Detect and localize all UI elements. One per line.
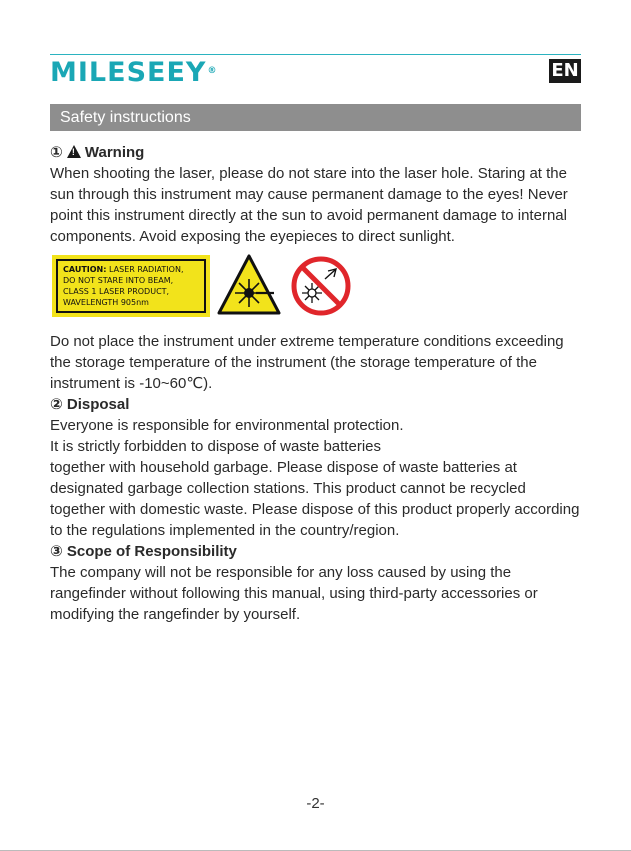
page-header [50, 48, 581, 88]
warning-text: When shooting the laser, please do not stare into the laser hole. Staring at the sun through this instrument may cause permanent damage to the eyes! Never point this instrument directly at the sun to avoid permanent damage to internal components. Avoid exposing the eyepieces to direct sunlight. [50, 165, 568, 245]
disposal-line-1: Everyone is responsible for environmental protection. [50, 417, 404, 434]
page-content [50, 142, 581, 625]
warning-triangle-icon [67, 145, 81, 158]
safety-labels [50, 253, 581, 327]
brand-logo: MILESEEY® [50, 57, 218, 88]
laser-warning-icon [216, 253, 282, 317]
no-sun-viewing-icon [290, 255, 352, 317]
page-number: -2- [306, 795, 325, 812]
section-title: Safety instructions [50, 104, 581, 131]
language-badge: EN [549, 59, 581, 83]
header-rule [50, 54, 581, 55]
caution-label: CAUTION: LASER RADIATION, DO NOT STARE INTO BEAM, CLASS 1 LASER PRODUCT, WAVELENGTH 905nm [52, 255, 210, 317]
disposal-line-2: It is strictly forbidden to dispose of waste batteries [50, 438, 381, 455]
responsibility-text: The company will not be responsible for any loss caused by using the rangefinder without following this manual, using third-party accessories or modifying the rangefinder by yourself. [50, 564, 538, 623]
warning-heading: ① ! Warning [50, 142, 581, 163]
temperature-text: Do not place the instrument under extreme temperature conditions exceeding the storage temperature of the instrument (the storage temperature of the instrument is -10~60℃). [50, 333, 564, 392]
responsibility-heading: ③ Scope of Responsibility [50, 543, 237, 560]
disposal-line-3: together with household garbage. Please dispose of waste batteries at designated garbage collection stations. This product cannot be recycled together with domestic waste. Please dispose of this product properly according to the regulations implemented in the country/region. [50, 459, 580, 539]
disposal-heading: ② Disposal [50, 396, 130, 413]
